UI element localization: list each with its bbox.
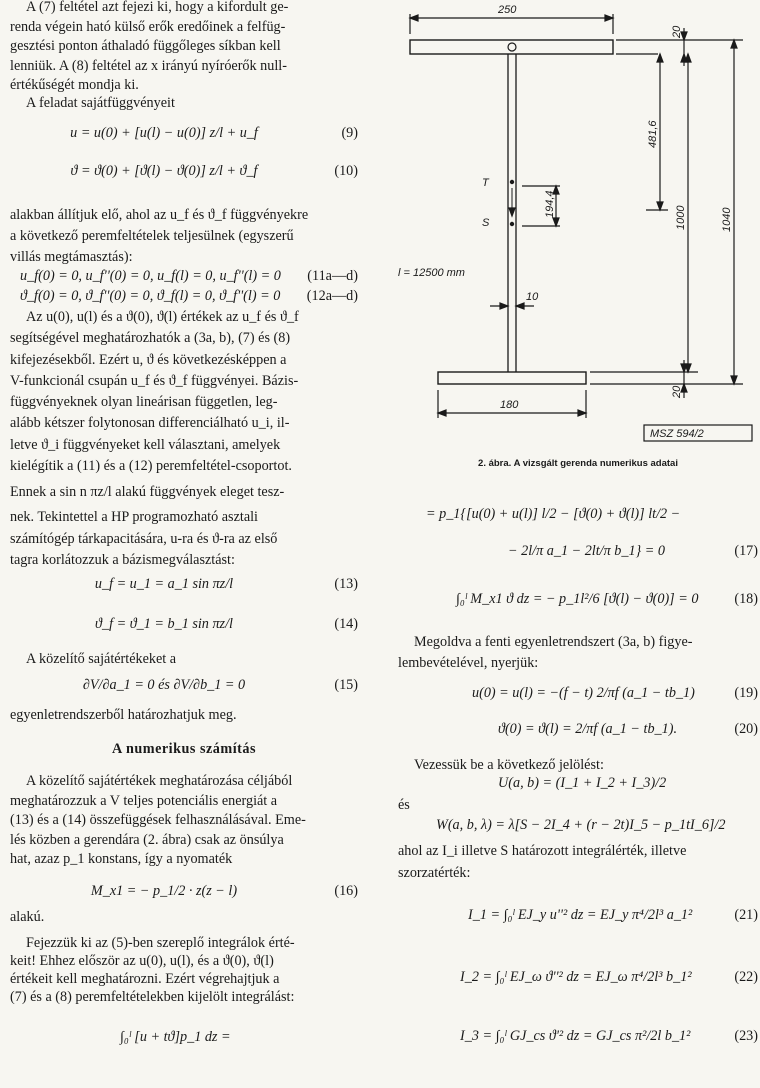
standard-label: MSZ 594/2 xyxy=(650,428,704,440)
equation-number: (22) xyxy=(734,969,758,985)
equation-18 xyxy=(398,590,758,616)
text-line: számítógép tárkapacitására, u-ra és ϑ-ra az első xyxy=(10,530,278,547)
equation-number: (23) xyxy=(734,1028,758,1044)
equation-body: U(a, b) = (I_1 + I_2 + I_3)/2 xyxy=(498,775,667,791)
intro-paragraph xyxy=(10,0,358,96)
text-line: (13) és a (14) összefüggések felhasználásával. Eme- xyxy=(10,812,306,828)
dim-label-481-6: 481,6 xyxy=(647,120,659,148)
paragraph xyxy=(10,934,358,1006)
text-line: meghatározzuk a V teljes potenciális energiát a xyxy=(10,792,278,809)
equation-number: (19) xyxy=(734,685,758,701)
dim-label-20-top: 20 xyxy=(671,25,683,38)
text-line: letve ϑ_i függvényeket kell választani, amelyek xyxy=(10,436,281,453)
dim-label-10: 10 xyxy=(526,291,539,303)
paragraph xyxy=(10,772,358,870)
text-line: V-funkcionál csupán u_f és ϑ_f függvényei. Bázis- xyxy=(10,372,299,389)
equation-body: ∫₀ˡ M_x1 ϑ dz = − p_1l²/6 [ϑ(l) − ϑ(0)] = 0 xyxy=(456,591,699,607)
equation-number: (10) xyxy=(334,163,358,179)
equation-body: u = u(0) + [u(l) − u(0)] z/l + u_f xyxy=(70,125,258,141)
equation-19 xyxy=(398,684,758,710)
paragraph: alakú. xyxy=(10,909,45,925)
dim-label-194-4: 194,4 xyxy=(544,190,556,218)
equation-22 xyxy=(398,968,758,994)
text-line: függvényeknek olyan lineárisan független, leg- xyxy=(10,394,278,411)
text-line: ahol az I_i illetve S határozott integrálérték, illetve xyxy=(398,843,687,859)
equation-body: = p_1{[u(0) + u(l)] l/2 − [ϑ(0) + ϑ(l)] lt/2 − xyxy=(426,506,681,522)
dim-label-180: 180 xyxy=(500,399,519,411)
equation-17-line2 xyxy=(398,542,758,568)
text-line: alakban állítjuk elő, ahol az u_f és ϑ_f függvényekre xyxy=(10,207,309,223)
text-line: a következő peremfeltételek teljesülnek (egyszerű xyxy=(10,228,294,244)
text-line: (7) és a (8) peremfeltételekben kijelölt integrálást: xyxy=(10,989,295,1005)
text-line: Ennek a sin n πz/l alakú függvények eleget tesz- xyxy=(10,484,285,501)
equation-12 xyxy=(20,287,358,307)
text-line: nek. Tekintettel a HP programozható asztali xyxy=(10,509,258,526)
equation-body: ∫₀ˡ [u + tϑ]p_1 dz = xyxy=(120,1029,231,1045)
dim-label-20-bottom: 20 xyxy=(671,385,683,398)
equation-number: (18) xyxy=(734,591,758,607)
text-line: kifejezésekből. Ezért u, ϑ és következésképpen a xyxy=(10,351,287,368)
equation-16 xyxy=(10,882,358,908)
equation-number: (11a—d) xyxy=(307,268,358,284)
equation-20 xyxy=(398,720,758,746)
paragraph: egyenletrendszerből határozhatjuk meg. xyxy=(10,707,237,723)
beam-length-label: l = 12500 mm xyxy=(398,267,465,279)
paragraph xyxy=(398,840,758,884)
text-line: értékeit kell meghatározni. Ezért végrehajtjuk a xyxy=(10,971,280,987)
paragraph xyxy=(10,205,358,268)
equation-W xyxy=(398,816,758,836)
text-line: Az u(0), u(l) és a ϑ(0), ϑ(l) értékek az u_f és ϑ_f xyxy=(26,309,299,325)
text-line: kielégítik a (11) és a (12) peremfeltétel-csoportot. xyxy=(10,458,292,475)
text-line: lembevételével, nyerjük: xyxy=(398,655,539,671)
dim-label-250: 250 xyxy=(498,4,517,16)
equation-number: (21) xyxy=(734,907,758,923)
equation-9 xyxy=(10,124,358,150)
text-line: segítségével meghatározhatók a (3a, b), (7) és (8) xyxy=(10,330,291,347)
equation-21 xyxy=(398,906,758,932)
equation-number: (16) xyxy=(334,883,358,899)
text-line: villás megtámasztás): xyxy=(10,249,133,265)
equation-11 xyxy=(20,267,358,287)
equation-23 xyxy=(398,1027,758,1053)
paragraph: és xyxy=(398,797,410,813)
text-line: alább kétszer folytonosan differenciálható u_i, il- xyxy=(10,415,290,432)
figure-2 xyxy=(398,0,758,469)
text-line: Megoldva a fenti egyenletrendszert (3a, b) figye- xyxy=(414,634,693,650)
paragraph: A közelítő sajátértékeket a xyxy=(26,651,177,667)
equation-number: (17) xyxy=(734,543,758,559)
figure-caption: 2. ábra. A vizsgált gerenda numerikus adatai xyxy=(478,458,678,469)
equation-body: ϑ = ϑ(0) + [ϑ(l) − ϑ(0)] z/l + ϑ_f xyxy=(70,163,258,179)
point-label-S: S xyxy=(482,217,490,229)
equation-number: (14) xyxy=(334,616,358,632)
equation-13 xyxy=(10,575,358,601)
dim-label-1040: 1040 xyxy=(721,207,733,232)
text-line: Fejezzük ki az (5)-ben szereplő integrálok érté- xyxy=(26,935,295,951)
equation-U xyxy=(398,774,758,794)
paragraph xyxy=(10,307,358,571)
equation-body: ∂V/∂a_1 = 0 és ∂V/∂b_1 = 0 xyxy=(82,677,246,693)
paragraph xyxy=(398,632,758,674)
text-line: gesztési ponton áthaladó függőleges síkban kell xyxy=(10,38,281,54)
text-line: hat, azaz p_1 konstans, így a nyomaték xyxy=(10,851,233,867)
equation-14 xyxy=(10,615,358,641)
equation-number: (20) xyxy=(734,721,758,737)
text-line: értékűségét mondja ki. xyxy=(10,77,139,93)
text-line: lenniük. A (8) feltétel az x irányú nyíróerők null- xyxy=(10,57,287,74)
equation-number: (12a—d) xyxy=(306,288,358,304)
paragraph: Vezessük be a következő jelölést: xyxy=(414,757,604,773)
equation-body: ϑ_f = ϑ_1 = b_1 sin πz/l xyxy=(95,616,233,632)
equation-body: M_x1 = − p_1/2 · z(z − l) xyxy=(90,883,238,899)
text-line: renda végein ható külső erők eredőinek a felfüg- xyxy=(10,18,286,35)
equation-body: ϑ(0) = ϑ(l) = 2/πf (a_1 − tb_1). xyxy=(498,721,677,737)
equation-number: (15) xyxy=(334,677,358,693)
equation-body: I_3 = ∫₀ˡ GJ_cs ϑ'² dz = GJ_cs π²/2l b_1² xyxy=(460,1028,691,1044)
equation-body: W(a, b, λ) = λ[S − 2I_4 + (r − 2t)I_5 − p_1tI_6]/2 xyxy=(436,817,726,833)
equation-integral-start xyxy=(120,1028,350,1054)
equation-10 xyxy=(10,162,358,188)
text-line: A (7) feltétel azt fejezi ki, hogy a kifordult ge- xyxy=(26,0,289,15)
equation-body: I_2 = ∫₀ˡ EJ_ω ϑ''² dz = EJ_ω π⁴/2l³ b_1² xyxy=(460,969,692,985)
equation-body: I_1 = ∫₀ˡ EJ_y u''² dz = EJ_y π⁴/2l³ a_1² xyxy=(468,907,693,923)
equation-body: − 2l/π a_1 − 2lt/π b_1} = 0 xyxy=(508,543,665,559)
equation-number: (9) xyxy=(341,125,358,141)
equation-number: (13) xyxy=(334,576,358,592)
dim-label-1000: 1000 xyxy=(675,205,687,230)
equation-15 xyxy=(10,676,358,702)
equation-body: ϑ_f(0) = 0, ϑ_f''(0) = 0, ϑ_f(l) = 0, ϑ_f''(l) = 0 xyxy=(20,288,281,304)
beam-dimension-drawing xyxy=(398,0,758,455)
paragraph: A feladat sajátfüggvényeit xyxy=(26,95,175,111)
section-heading: A numerikus számítás xyxy=(111,741,256,757)
text-line: A közelítő sajátértékek meghatározása céljából xyxy=(26,773,293,789)
equation-body: u(0) = u(l) = −(f − t) 2/πf (a_1 − tb_1) xyxy=(472,685,695,701)
text-line: lés közben a gerendára (2. ábra) csak az önsúlya xyxy=(10,831,284,848)
text-line: tagra korlátozzuk a bázismegválasztást: xyxy=(10,551,235,568)
equation-17-line1 xyxy=(398,505,758,531)
point-label-T: T xyxy=(482,177,489,189)
equation-body: u_f(0) = 0, u_f''(0) = 0, u_f(l) = 0, u_f''(l) = 0 xyxy=(20,268,281,284)
equation-body: u_f = u_1 = a_1 sin πz/l xyxy=(94,576,234,592)
text-line: keit! Ehhez először az u(0), u(l), és a ϑ(0), ϑ(l) xyxy=(10,953,274,969)
text-line: szorzatérték: xyxy=(398,865,471,881)
